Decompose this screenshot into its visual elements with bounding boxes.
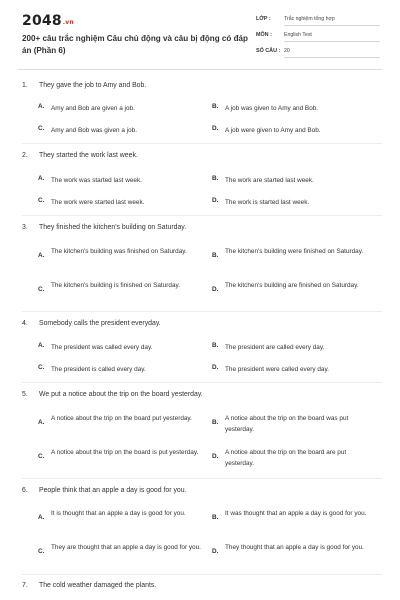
meta-label: SỐ CÂU :	[256, 48, 281, 54]
question-text: They started the work last week.	[39, 152, 138, 159]
question-3	[22, 224, 186, 231]
option-letter: C.	[38, 364, 45, 371]
option-letter: A.	[38, 419, 45, 426]
option-text: The kitchen's building are finished on Saturday.	[225, 282, 359, 289]
question-divider	[22, 311, 382, 312]
option-letter: C.	[38, 125, 45, 132]
option-letter: D.	[212, 197, 219, 204]
question-2	[22, 152, 138, 159]
option-letter: C.	[38, 453, 45, 460]
header-divider	[18, 69, 382, 70]
option-letter: C.	[38, 286, 45, 293]
question-text: We put a notice about the trip on the board yesterday.	[39, 391, 203, 398]
option-letter: D.	[212, 453, 219, 460]
question-number: 4.	[22, 320, 28, 327]
option-text: The president are called every day.	[225, 344, 325, 351]
question-divider	[22, 382, 382, 383]
meta-class	[256, 15, 380, 29]
option-letter: B.	[212, 103, 219, 110]
option-letter: D.	[212, 286, 219, 293]
option-text: The kitchen's building is finished on Saturday.	[51, 282, 180, 289]
option-letter: A.	[38, 175, 45, 182]
option-text: The work was started last week.	[51, 177, 142, 184]
question-text: They finished the kitchen's building on Saturday.	[39, 224, 187, 231]
question-text: Somebody calls the president everyday.	[39, 320, 161, 327]
question-number: 1.	[22, 82, 28, 89]
site-logo[interactable]	[22, 13, 74, 29]
question-number: 3.	[22, 224, 28, 231]
option-letter: B.	[212, 514, 219, 521]
meta-subject	[256, 31, 380, 45]
option-text: The work is started last week.	[225, 199, 310, 206]
option-text: A notice about the trip on the board are put yesterday.	[225, 449, 347, 467]
option-text: Amy and Bob are given a job.	[51, 105, 135, 112]
option-letter: B.	[212, 419, 219, 426]
option-text: It was thought that an apple a day is good for you.	[225, 510, 367, 517]
question-text: They gave the job to Amy and Bob.	[39, 82, 147, 89]
option-text: A notice about the trip on the board was put yesterday.	[225, 415, 349, 433]
option-letter: D.	[212, 364, 219, 371]
option-letter: B.	[212, 342, 219, 349]
option-text: Amy and Bob was given a job.	[51, 127, 137, 134]
logo-text: 2048	[22, 13, 62, 29]
question-number: 5.	[22, 391, 28, 398]
option-text: The kitchen's building was finished on Saturday.	[51, 248, 187, 255]
option-text: The president is called every day.	[51, 366, 146, 373]
meta-label: LỚP :	[256, 16, 271, 22]
option-letter: A.	[38, 252, 45, 259]
question-4	[22, 320, 161, 327]
meta-question-count	[256, 47, 380, 61]
option-letter: B.	[212, 252, 219, 259]
option-letter: B.	[212, 175, 219, 182]
option-letter: C.	[38, 197, 45, 204]
meta-value: Trắc nghiệm tổng hợp	[284, 16, 380, 26]
question-5	[22, 391, 203, 398]
question-number: 7.	[22, 582, 28, 589]
option-text: The president were called every day.	[225, 366, 329, 373]
page-header	[0, 0, 400, 68]
question-text: The cold weather damaged the plants.	[39, 582, 157, 589]
option-text: They thought that an apple a day is good for you.	[225, 544, 364, 551]
meta-value: 20	[284, 48, 380, 58]
option-letter: D.	[212, 548, 219, 555]
option-text: The kitchen's building were finished on Saturday.	[225, 248, 364, 255]
question-7	[22, 582, 156, 589]
question-divider	[22, 215, 382, 216]
option-letter: C.	[38, 548, 45, 555]
question-text: People think that an apple a day is good for you.	[39, 487, 187, 494]
option-letter: A.	[38, 514, 45, 521]
question-divider	[22, 143, 382, 144]
option-letter: D.	[212, 125, 219, 132]
question-divider	[22, 478, 382, 479]
question-6	[22, 487, 187, 494]
option-text: The work are started last week.	[225, 177, 314, 184]
option-text: A notice about the trip on the board put yesterday.	[51, 415, 192, 422]
option-text: A notice about the trip on the board is put yesterday.	[51, 449, 199, 456]
logo-suffix: .vn	[62, 19, 74, 26]
option-letter: A.	[38, 103, 45, 110]
question-number: 6.	[22, 487, 28, 494]
option-text: A job were given to Amy and Bob.	[225, 127, 321, 134]
option-text: They are thought that an apple a day is good for you.	[51, 544, 201, 551]
option-text: The president was called every day.	[51, 344, 153, 351]
meta-label: MÔN :	[256, 32, 272, 38]
document-title: 200+ câu trắc nghiệm Câu chủ động và câu bị động có đáp án (Phần 6)	[22, 34, 248, 55]
option-text: It is thought that an apple a day is good for you.	[51, 510, 186, 517]
question-number: 2.	[22, 152, 28, 159]
option-letter: A.	[38, 342, 45, 349]
meta-value: English Test	[284, 32, 380, 42]
option-text: A job was given to Amy and Bob.	[225, 105, 319, 112]
question-divider	[22, 574, 382, 575]
option-text: The work were started last week.	[51, 199, 145, 206]
question-1	[22, 82, 146, 89]
